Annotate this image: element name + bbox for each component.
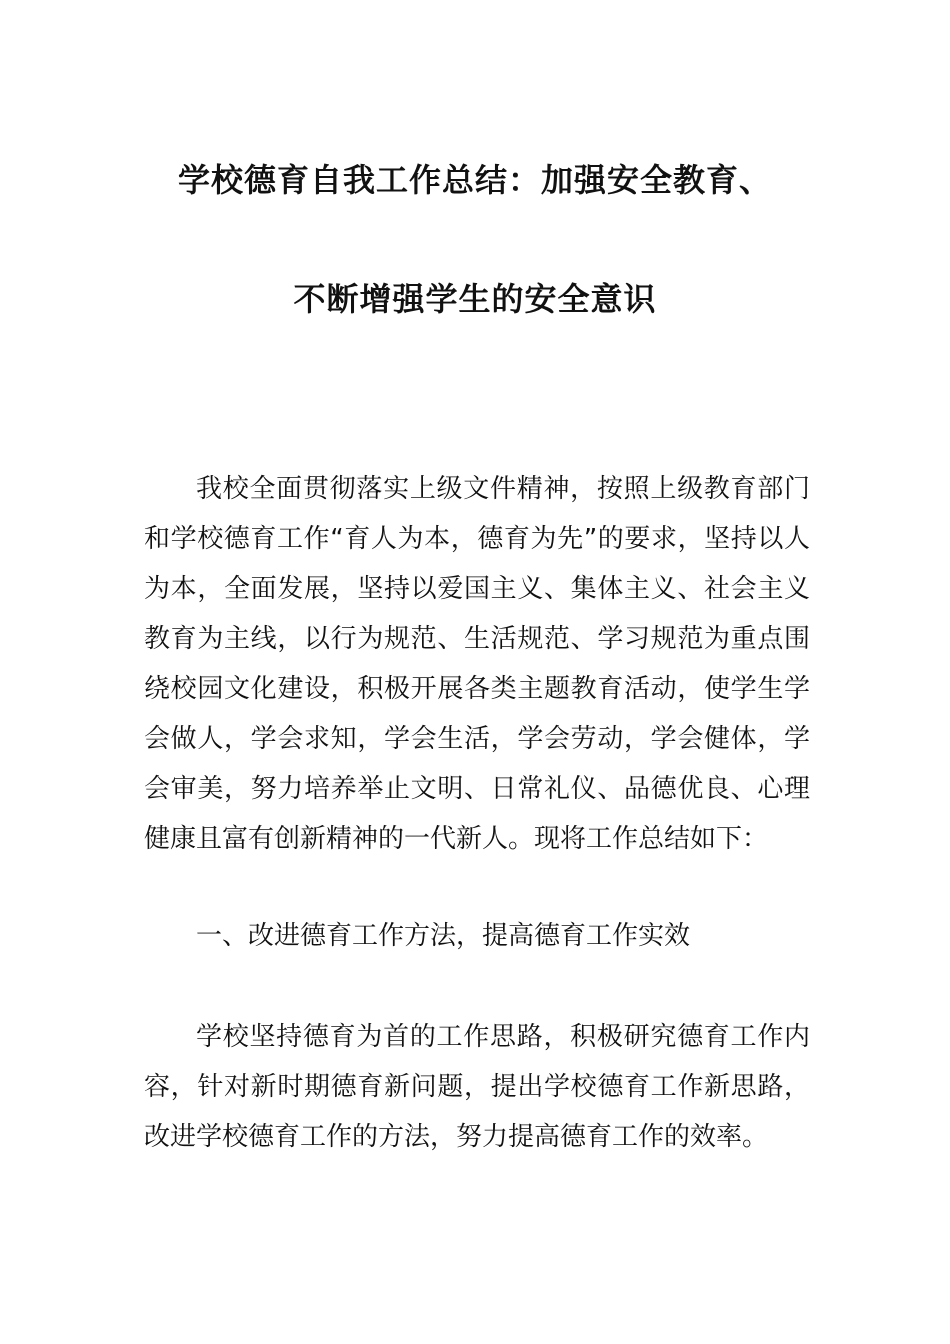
section-1-paragraph: 学校坚持德育为首的工作思路，积极研究德育工作内容，针对新时期德育新问题，提出学校德育工作新思路，改进学校德育工作的方法，努力提高德育工作的效率。 [144, 1022, 810, 1152]
document-title-line-2: 不断增强学生的安全意识 [293, 280, 657, 318]
document-title-line-1: 学校德育自我工作总结：加强安全教育、 [177, 161, 772, 199]
section-heading-1: 一、改进德育工作方法，提高德育工作实效 [196, 921, 691, 951]
intro-paragraph: 我校全面贯彻落实上级文件精神，按照上级教育部门和学校德育工作“育人为本，德育为先”的要求，坚持以人为本，全面发展，坚持以爱国主义、集体主义、社会主义教育为主线，以行为规范、生活规范、学习规范为重点围绕校园文化建设，积极开展各类主题教育活动，使学生学会做人，学会求知，学会生活，学会劳动，学会健体，学会审美，努力培养举止文明、日常礼仪、品德优良、心理健康且富有创新精神的一代新人。现将工作总结如下： [144, 474, 810, 854]
